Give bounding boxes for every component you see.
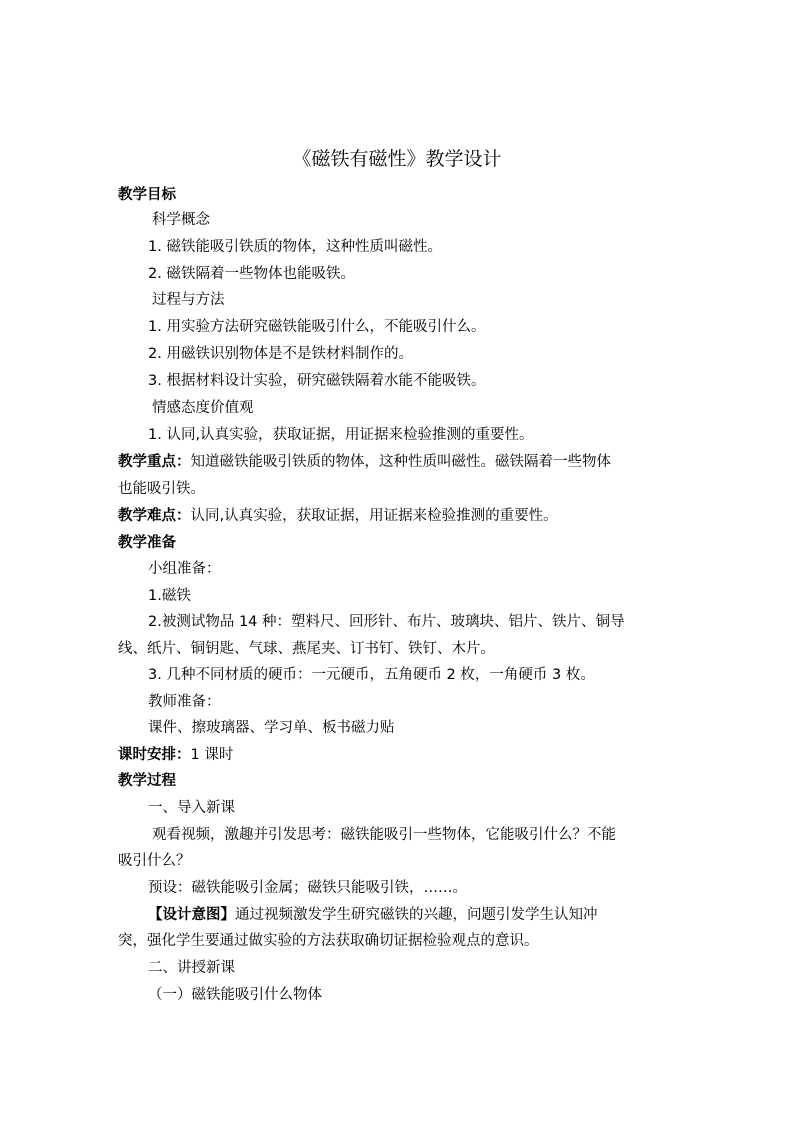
concept-item-2: 2. 磁铁隔着一些物体也能吸铁。 bbox=[148, 266, 355, 282]
design-intent-continued: 突，强化学生要通过做实验的方法获取确切证据检验观点的意识。 bbox=[118, 933, 539, 949]
intro-text-continued: 吸引什么？ bbox=[118, 853, 191, 869]
difficulty-text: 认同,认真实验，获取证据，用证据来检验推测的重要性。 bbox=[190, 508, 558, 524]
key-point-text: 知道磁铁能吸引铁质的物体，这种性质叫磁性。磁铁隔着一些物体 bbox=[190, 454, 611, 470]
design-intent-text: 通过视频激发学生研究磁铁的兴趣，问题引发学生认知冲 bbox=[235, 907, 598, 923]
document-title: 《磁铁有磁性》教学设计 bbox=[292, 148, 502, 170]
prep-heading: 教学准备 bbox=[118, 535, 176, 551]
presumption-text: 预设：磁铁能吸引金属；磁铁只能吸引铁，……。 bbox=[148, 880, 467, 896]
design-intent-label: 【设计意图】 bbox=[148, 907, 235, 923]
difficulty-line bbox=[118, 504, 558, 528]
section-2-heading: 二、讲授新课 bbox=[148, 960, 235, 976]
schedule-label: 课时安排： bbox=[118, 747, 191, 763]
teacher-prep-heading: 教师准备： bbox=[148, 694, 221, 710]
process-item-2: 2. 用磁铁识别物体是不是铁材料制作的。 bbox=[148, 346, 413, 362]
key-point-label: 教学重点： bbox=[118, 454, 191, 470]
prep-item-2: 2.被测试物品 14 种：塑料尺、回形针、布片、玻璃块、铝片、铁片、铜导 bbox=[148, 614, 625, 630]
attitude-heading: 情感态度价值观 bbox=[152, 400, 254, 416]
subsection-1-heading: （一）磁铁能吸引什么物体 bbox=[148, 987, 322, 1003]
key-point-text-continued: 也能吸引铁。 bbox=[118, 481, 205, 497]
schedule-line bbox=[118, 743, 233, 767]
prep-item-1: 1.磁铁 bbox=[148, 588, 191, 604]
key-point-line bbox=[118, 450, 611, 474]
group-prep-heading: 小组准备： bbox=[148, 561, 221, 577]
teacher-prep-items: 课件、擦玻璃器、学习单、板书磁力贴 bbox=[148, 720, 395, 736]
attitude-item-1: 1. 认同,认真实验，获取证据，用证据来检验推测的重要性。 bbox=[148, 427, 534, 443]
schedule-text: 1 课时 bbox=[190, 747, 234, 763]
goals-heading: 教学目标 bbox=[118, 187, 176, 203]
design-intent-line bbox=[148, 903, 598, 927]
prep-item-3: 3. 几种不同材质的硬币：一元硬币，五角硬币 2 枚，一角硬币 3 枚。 bbox=[148, 667, 595, 683]
intro-text: 观看视频，激趣并引发思考：磁铁能吸引一些物体，它能吸引什么？不能 bbox=[152, 827, 616, 843]
concept-heading: 科学概念 bbox=[152, 212, 210, 228]
process-goal-heading: 过程与方法 bbox=[152, 292, 225, 308]
process-item-3: 3. 根据材料设计实验，研究磁铁隔着水能不能吸铁。 bbox=[148, 373, 486, 389]
process-item-1: 1. 用实验方法研究磁铁能吸引什么，不能吸引什么。 bbox=[148, 319, 486, 335]
concept-item-1: 1. 磁铁能吸引铁质的物体，这种性质叫磁性。 bbox=[148, 239, 442, 255]
process-heading: 教学过程 bbox=[118, 773, 176, 789]
difficulty-label: 教学难点： bbox=[118, 508, 191, 524]
section-1-heading: 一、导入新课 bbox=[148, 800, 235, 816]
prep-item-2-continued: 线、纸片、铜钥匙、气球、燕尾夹、订书钉、铁钉、木片。 bbox=[118, 641, 495, 657]
